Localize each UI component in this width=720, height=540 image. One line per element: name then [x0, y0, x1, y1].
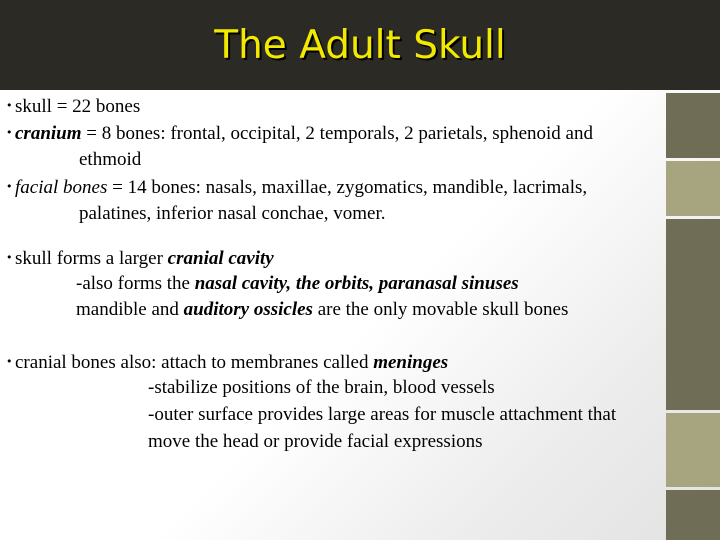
side-strip-segment [666, 93, 720, 158]
bullet-icon: • [6, 355, 13, 368]
bullet-line: • skull = 22 bones [6, 96, 141, 117]
continuation-line: move the head or provide facial expressions [148, 431, 483, 452]
slide-title: The Adult Skull [214, 23, 506, 68]
side-strip-segment [666, 490, 720, 540]
continuation-line: palatines, inferior nasal conchae, vomer. [79, 203, 386, 224]
bullet-icon: • [6, 180, 13, 193]
bullet-icon: • [6, 99, 13, 112]
continuation-line: mandible and auditory ossicles are the only movable skull bones [76, 299, 569, 320]
bullet-line: • cranial bones also: attach to membranes called meninges [6, 352, 449, 373]
term-emphasis: cranium [15, 123, 82, 144]
continuation-line: ethmoid [79, 149, 142, 170]
term-emphasis: facial bones [15, 177, 108, 198]
bullet-line: • skull forms a larger cranial cavity [6, 248, 274, 269]
bullet-icon: • [6, 126, 13, 139]
continuation-line: -outer surface provides large areas for muscle attachment that [148, 404, 617, 425]
continuation-line: -stabilize positions of the brain, blood vessels [148, 377, 495, 398]
term-emphasis: auditory ossicles [183, 299, 313, 320]
side-strip-segment [666, 219, 720, 410]
term-emphasis: cranial cavity [167, 248, 274, 269]
side-strip-segment [666, 413, 720, 487]
bullet-line: • facial bones = 14 bones: nasals, maxillae, zygomatics, mandible, lacrimals, [6, 177, 588, 198]
bullet-icon: • [6, 251, 13, 264]
bullet-line: • cranium = 8 bones: frontal, occipital, 2 temporals, 2 parietals, sphenoid and [6, 123, 593, 144]
term-emphasis: nasal cavity, the orbits, paranasal sinuses [194, 273, 519, 294]
side-strip-segment [666, 161, 720, 216]
term-emphasis: meninges [373, 352, 449, 373]
continuation-line: -also forms the nasal cavity, the orbits, paranasal sinuses [76, 273, 519, 294]
